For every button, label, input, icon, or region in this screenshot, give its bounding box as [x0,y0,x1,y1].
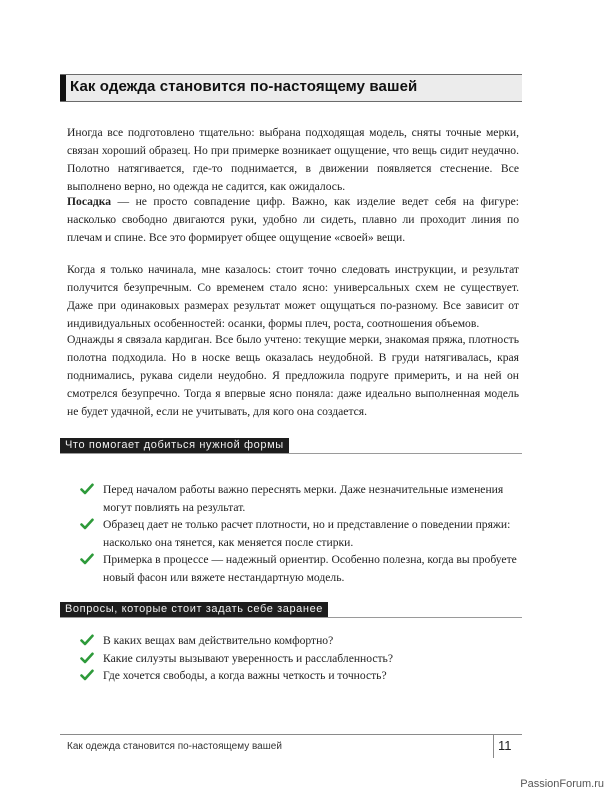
paragraph-1 [67,124,519,196]
list-item-text: Какие силуэты вызывают уверенность и расслабленность? [103,651,393,665]
paragraph-lead: Посадка [67,195,112,208]
check-icon [80,669,94,681]
running-title: Как одежда становится по-настоящему вашей [67,741,282,752]
list-item [80,516,520,551]
paragraph-4 [67,331,519,421]
section-heading: Вопросы, которые стоит задать себе заранее [60,602,328,617]
paragraph-text: Когда я только начинала, мне казалось: стоит точно следовать инструкции, и результат получится безупречным. Со временем стало ясно: универсальных схем не существует. Даже при одинаковых размерах результат может ощущаться по-разному. Все зависит от индивидуальных особенностей: осанки, формы плеч, роста, соотношения объемов. [67,263,519,330]
check-icon [80,553,94,565]
footer-divider [493,734,494,758]
list-item [80,481,520,516]
check-icon [80,634,94,646]
list-item-text: Где хочется свободы, а когда важны четкость и точность? [103,669,387,682]
footer-rule [60,734,522,735]
list-item [80,650,520,668]
paragraph-2 [67,193,519,247]
page-number: 11 [498,738,512,753]
check-icon [80,518,94,530]
paragraph-text: Иногда все подготовлено тщательно: выбрана подходящая модель, сняты точные мерки, связан хороший образец. Но при примерке возникает ощущение, что вещь сидит неудачно. Полотно натягивается, где-то поднимается, в движении появляется стеснение. Все выполнено верно, но одежда не садится, как ожидалось. [67,126,519,193]
section-heading-bar [60,602,522,618]
page-title: Как одежда становится по-настоящему вашей [70,78,418,95]
watermark: PassionForum.ru [520,778,604,790]
title-bar [60,74,522,102]
list-item [80,667,520,685]
paragraph-text: — не просто совпадение цифр. Важно, как изделие ведет себя на фигуре: насколько свободно двигаются руки, удобно ли сидеть, плавно ли проходит линия по плечам и спине. Все это формирует общее ощущение «своей» вещи. [67,195,519,244]
checklist-questions [80,632,520,685]
section-heading: Что помогает добиться нужной формы [60,438,289,453]
list-item-text: В каких вещах вам действительно комфортно? [103,634,334,647]
list-item-text: Перед началом работы важно переснять мерки. Даже незначительные изменения могут повлиять на результат. [103,483,504,514]
title-accent [60,75,66,101]
paragraph-3 [67,261,519,333]
check-icon [80,483,94,495]
check-icon [80,652,94,664]
list-item [80,551,520,586]
paragraph-text: Однажды я связала кардиган. Все было учтено: текущие мерки, знакомая пряжа, плотность полотна подходила. Но в носке вещь оказалась неудобной. В груди натягивалась, края поднимались, рукава сидели неудобно. Я предложила подруге примерить, и на ней он смотрелся безупречно. Тогда я впервые ясно поняла: даже идеально выполненная модель не будет удачной, если не учитывать, для кого она создается. [67,333,519,418]
list-item-text: Примерка в процессе — надежный ориентир. Особенно полезна, когда вы пробуете новый фасон или вяжете нестандартную модель. [103,553,517,584]
checklist-form [80,481,520,586]
list-item-text: Образец дает не только расчет плотности, но и представление о поведении пряжи: насколько она тянется, как меняется после стирки. [103,518,511,549]
list-item [80,632,520,650]
section-heading-bar [60,438,522,454]
